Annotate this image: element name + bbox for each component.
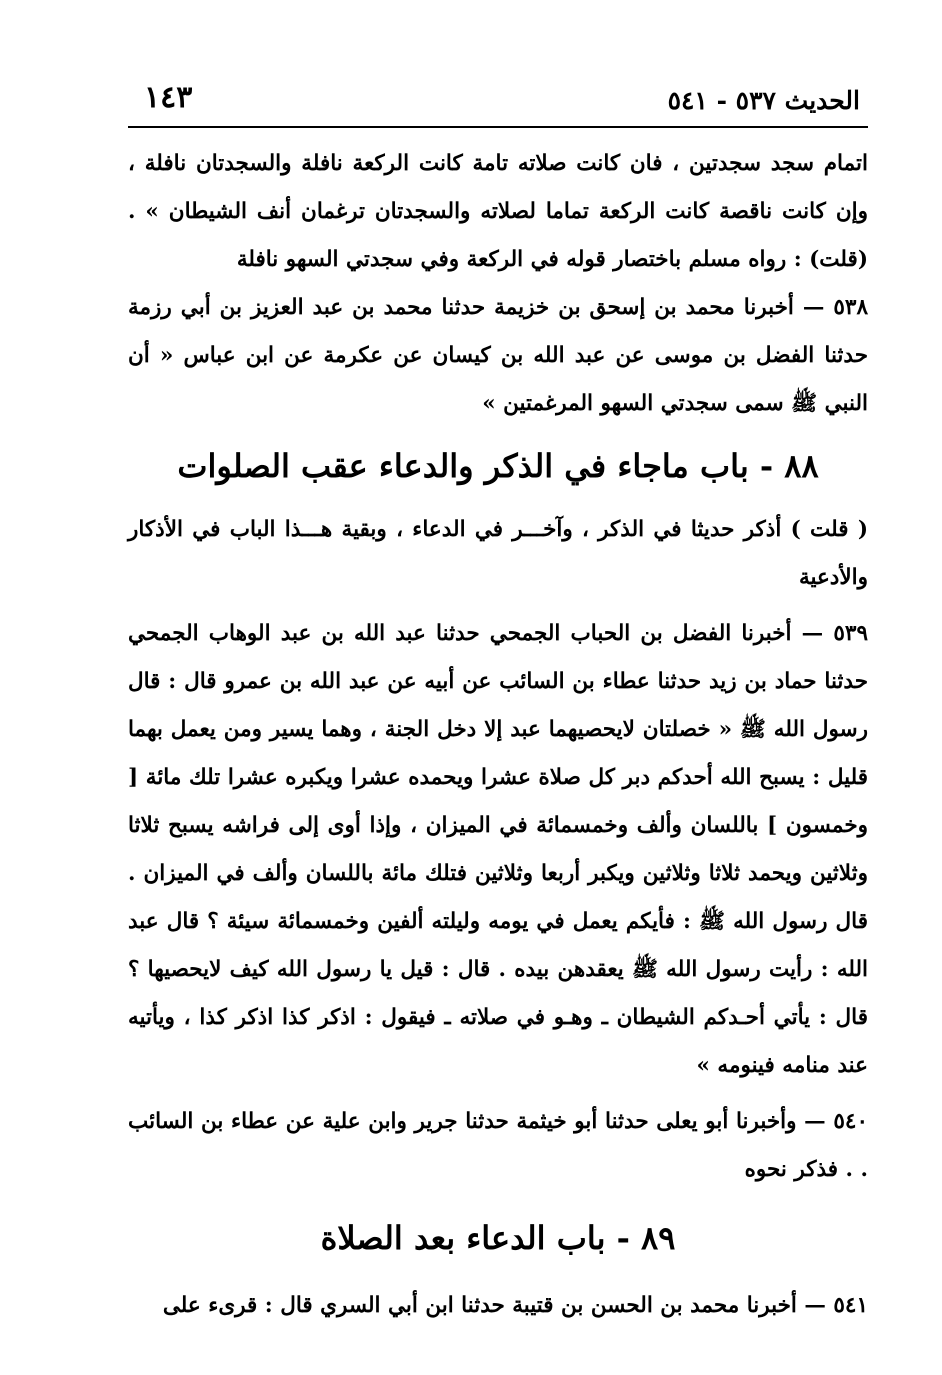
hadith-540: ٥٤٠ — وأخبرنا أبو يعلى حدثنا أبو خيثمة حدثنا جرير وابن علية عن عطاء بن السائب . . فذكر نحوه (128, 1109, 868, 1182)
hadith-539: ٥٣٩ — أخبرنا الفضل بن الحباب الجمحي حدثنا عبد الله بن عبد الوهاب الجمحي حدثنا حماد بن زيد حدثنا عطاء بن السائب عن أبيه عن عبد الله بن عمرو قال : قال رسول الله ﷺ « خصلتان لايحصيهما عبد إلا دخل الجنة ، وهما يسير ومن يعمل بهما قليل : يسبح الله أحدكم دبر كل صلاة عشرا ويحمده عشرا ويكبره عشرا تلك مائة [ وخمسون ] باللسان وألف وخمسمائة في الميزان ، وإذا أوى إلى فراشه يسبح ثلاثا وثلاثين ويحمد ثلاثا وثلاثين ويكبر أربعا وثلاثين فتلك مائة باللسان وألف في الميزان . قال رسول الله ﷺ : فأيكم يعمل في يومه وليلته ألفين وخمسمائة سيئة ؟ قال عبد الله : رأيت رسول الله ﷺ يعقدهن بيده . قال : قيل يا رسول الله كيف لايحصيها ؟ قال : يأتي أحـدكم الشيطان ـ وهـو في صلاته ـ فيقول : اذكر كذا اذكر كذا ، ويأتيه عند منامه فينومه » (128, 621, 868, 1078)
hadith-541: ٥٤١ — أخبرنا محمد بن الحسن بن قتيبة حدثنا ابن أبي السري قال : قرىء على (162, 1293, 868, 1318)
chapter-heading-89: ٨٩ - باب الدعاء بعد الصلاة (320, 1219, 676, 1257)
page-header (128, 80, 868, 126)
editor-note: ( قلت ) أذكر حديثا في الذكر ، وآخـــر في الدعاء ، وبقية هـــذا الباب في الأذكار والأدعية (128, 517, 868, 590)
header-rule (128, 126, 868, 128)
page (128, 80, 868, 1330)
page-number: ١٤٣ (144, 80, 193, 115)
chapter-heading-88: ٨٨ - باب ماجاء في الذكر والدعاء عقب الصلوات (177, 447, 819, 485)
running-head: الحديث ٥٣٧ - ٥٤١ (667, 86, 860, 115)
paragraph: اتمام سجد سجدتين ، فان كانت صلاته تامة كانت الركعة نافلة والسجدتان نافلة ، وإن كانت ناقصة كانت الركعة تماما لصلاته والسجدتان ترغمان أنف الشيطان » . (قلت) : رواه مسلم باختصار قوله في الركعة وفي سجدتي السهو نافلة (128, 151, 868, 272)
hadith-538: ٥٣٨ — أخبرنا محمد بن إسحق بن خزيمة حدثنا محمد بن عبد العزيز بن أبي رزمة حدثنا الفضل بن موسى عن عبد الله بن كيسان عن عكرمة عن ابن عباس « أن النبي ﷺ سمى سجدتي السهو المرغمتين » (128, 295, 868, 416)
